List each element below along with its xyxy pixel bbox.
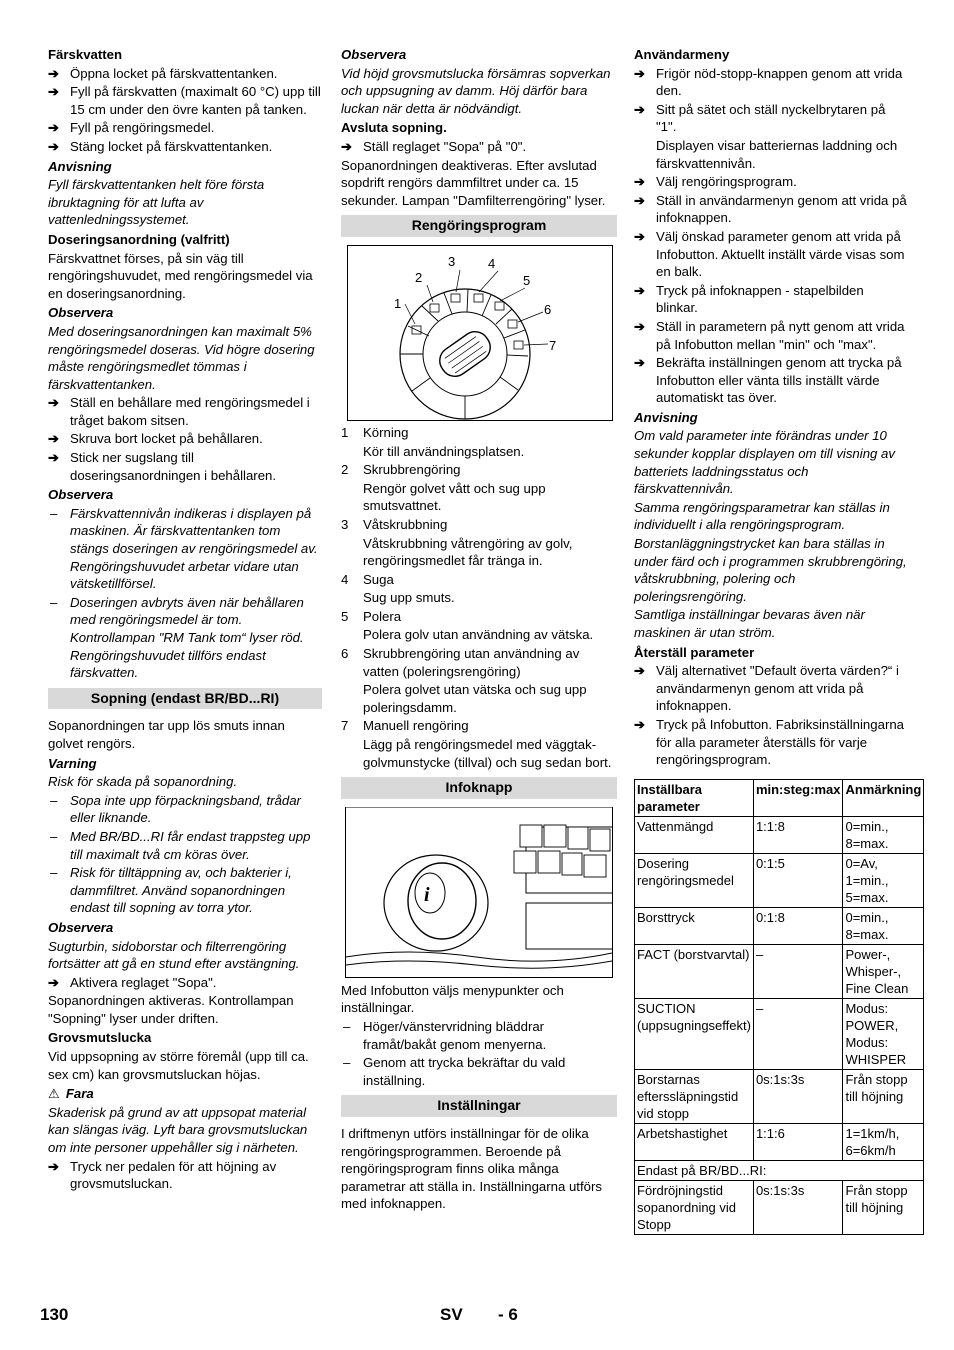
program-title: Skrubbrengöring — [363, 462, 461, 478]
fara-text: Skaderisk på grund av att uppsopat material kan slängas iväg. Lyft bara grovsmutsluckan om inte personer uppehåller sig i närheten. — [48, 1104, 308, 1156]
varning-text: Risk för skada på sopanordning. — [48, 774, 238, 790]
observera-list — [48, 505, 322, 682]
section-bar-rengoringsprogram: Rengöringsprogram — [341, 215, 617, 237]
table-cell: Vattenmängd — [635, 816, 754, 853]
program-title: Manuell rengöring — [363, 718, 469, 734]
step-item: ➔ Välj alternativet "Default överta värden?“ i användarmenyn genom att vrida på infoknappen. — [634, 662, 908, 715]
program-desc: Polera golv utan användning av vätska. — [363, 627, 594, 643]
table-cell: – — [753, 944, 843, 998]
installningar-text: I driftmenyn utförs inställningar för de olika rengöringsprogrammen. Beroende på rengöringsprogram finns olika många parametrar att ställa in. Inställningarna utförs med infoknappen. — [341, 1125, 602, 1212]
dial-label: 6 — [544, 301, 552, 317]
table-row — [635, 998, 924, 1069]
step-item: ➔ Tryck på infoknappen - stapelbilden blinkar. — [634, 282, 908, 317]
step-note: Displayen visar batteriernas laddning och färskvattennivån. — [656, 137, 898, 171]
heading-aterstall: Återställ parameter — [634, 644, 755, 660]
program-list — [341, 424, 617, 771]
table-cell: Dosering rengöringsmedel — [635, 853, 754, 907]
observera-label: Observera — [48, 305, 114, 321]
section-bar-installningar: Inställningar — [341, 1095, 617, 1117]
table-cell: Arbetshastighet — [635, 1123, 754, 1160]
step-item: ➔ Stäng locket på färskvattentanken. — [48, 138, 322, 156]
observera-label: Observera — [48, 919, 114, 935]
table-cell: 0s:1s:3s — [753, 1069, 843, 1123]
dial-label: 3 — [448, 253, 456, 269]
step-item: ➔ Ställ reglaget "Sopa" på "0". — [341, 138, 617, 156]
heading-grovsmutslucka: Grovsmutslucka — [48, 1030, 152, 1046]
program-item — [341, 608, 617, 626]
anvisning-text: Fyll färskvattentanken helt före första ibruktagning för att lufta av vattenledningssystemet. — [48, 177, 265, 228]
table-cell: Borstarnas efterssläpningstid vid stopp — [635, 1069, 754, 1123]
step-item: ➔ Sitt på sätet och ställ nyckelbrytaren på "1". — [634, 101, 908, 136]
step-item: ➔ Välj rengöringsprogram. — [634, 173, 908, 191]
dash-item: – Risk för tilltäppning av, och bakterier i, dammfiltret. Använd sopanordningen endast till sopning av torra ytor. — [48, 864, 322, 917]
step-item: ➔ Ställ in användarmenyn genom att vrida på infoknappen. — [634, 192, 908, 227]
table-cell: Borsttryck — [635, 907, 754, 944]
dosering-text: Färskvattnet förses, på sin väg till rengöringshuvudet, med rengöringsmedel via en doseringsanordning. — [48, 250, 313, 301]
info-icon: i — [424, 883, 430, 906]
dash-item: – Färskvattennivån indikeras i displayen på maskinen. Är färskvattentanken tom stängs doseringen av rengöringsmedel av. Rengöringshuvudet arbetar vidare utan vätsketillförsel. — [48, 505, 322, 593]
step-item: ➔ Välj önskad parameter genom att vrida på Infobutton. Aktuellt inställt värde visas som en balk. — [634, 228, 908, 281]
table-header-cell: Inställbara parameter — [635, 779, 754, 816]
table-cell: 1:1:6 — [753, 1123, 843, 1160]
program-number: 7 — [341, 718, 349, 734]
program-item — [341, 571, 617, 589]
table-cell: Modus: POWER, Modus: WHISPER — [843, 998, 924, 1069]
program-title: Polera — [363, 608, 402, 624]
dash-item: – Med BR/BD...RI får endast trappsteg upp till maximalt två cm köras över. — [48, 828, 322, 863]
table-row — [635, 853, 924, 907]
parameter-table — [634, 779, 924, 1235]
anvisning-label: Anvisning — [634, 409, 698, 425]
dial-label: 7 — [549, 337, 557, 353]
program-desc: Kör till användningsplatsen. — [363, 443, 525, 459]
program-title: Körning — [363, 424, 409, 440]
table-cell: FACT (borstvarvtal) — [635, 944, 754, 998]
fara-label: Fara — [65, 1086, 94, 1102]
table-cell: Power-, Whisper-, Fine Clean — [843, 944, 924, 998]
page-number: 130 — [40, 1305, 69, 1324]
sub-page-number: - 6 — [498, 1305, 518, 1324]
heading-farskvatten: Färskvatten — [48, 47, 123, 62]
table-row — [635, 816, 924, 853]
table-row — [635, 1180, 924, 1234]
dash-item: – Sopa inte upp förpackningsband, trådar eller liknande. — [48, 792, 322, 827]
program-item — [341, 424, 617, 442]
sopa-text: Sopanordningen aktiveras. Kontrollampan "Sopning" lyser under driften. — [48, 993, 294, 1026]
table-row — [635, 944, 924, 998]
warning-triangle-icon: ⚠ — [48, 1086, 60, 1102]
table-header-row — [635, 779, 924, 816]
table-cell: 0=min., 8=max. — [843, 816, 924, 853]
observera-text: Med doseringsanordningen kan maximalt 5% rengöringsmedel doseras. Vid högre dosering måste rengöringsmedlet tömmas i färskvattentanken. — [48, 323, 315, 392]
program-number: 2 — [341, 462, 349, 478]
infobutton-figure — [345, 807, 613, 978]
info-list — [341, 1018, 617, 1089]
table-cell: 0=min., 8=max. — [843, 907, 924, 944]
heading-anvandarmeny: Användarmeny — [634, 47, 730, 62]
table-cell: 0=Av, 1=min., 5=max. — [843, 853, 924, 907]
program-number: 4 — [341, 571, 349, 587]
table-row — [635, 1123, 924, 1160]
info-text: Med Infobutton väljs menypunkter och inställningar. — [341, 982, 564, 1016]
anvisning-paragraph: Samtliga inställningar bevaras även när maskinen är utan ström. — [634, 607, 865, 640]
dial-label: 4 — [488, 255, 496, 271]
program-number: 1 — [341, 424, 349, 440]
observera-label: Observera — [341, 47, 407, 62]
table-row — [635, 1069, 924, 1123]
step-item: ➔ Tryck på Infobutton. Fabriksinställningarna för alla parameter återställs för varje rengöringsprogram. — [634, 716, 908, 769]
step-item: ➔ Aktivera reglaget "Sopa". — [48, 974, 322, 992]
table-row — [635, 1160, 924, 1180]
step-item: ➔ Tryck ner pedalen för att höjning av grovsmutsluckan. — [48, 1158, 322, 1193]
language-code: SV — [440, 1305, 463, 1324]
table-cell: SUCTION (uppsugningseffekt) — [635, 998, 754, 1069]
dash-item: – Höger/vänstervridning bläddrar framåt/bakåt genom menyerna. — [341, 1018, 617, 1053]
anvisning-paragraph: Borstanläggningstrycket kan bara ställas in under färd och i programmen skrubbrengöring, våtskrubbning, polering och poleringsrengöring. — [634, 536, 907, 604]
aterstall-steps — [634, 662, 908, 769]
program-item — [341, 645, 617, 680]
table-cell: Fördröjningstid sopanordning vid Stopp — [635, 1180, 754, 1234]
program-title: Våtskrubbning — [363, 516, 448, 532]
grov-text: Vid uppsopning av större föremål (upp till ca. sex cm) kan grovsmutsluckan höjas. — [48, 1049, 309, 1082]
program-title: Skrubbrengöring utan användning av vatten (poleringsrengöring) — [363, 646, 580, 679]
step-item: ➔ Ställ in parametern på nytt genom att vrida på Infobutton mellan "min" och "max". — [634, 318, 908, 353]
observera-text: Sugturbin, sidoborstar och filterrengöring fortsätter att gå en stund efter avstängning. — [48, 938, 300, 972]
dial-label: 2 — [415, 269, 423, 285]
heading-dosering: Doseringsanordning (valfritt) — [48, 231, 230, 247]
table-cell: 1:1:8 — [753, 816, 843, 853]
column-3 — [634, 44, 922, 1235]
step-item: ➔ Fyll på färskvatten (maximalt 60 °C) upp till 15 cm under den övre kanten på tanken. — [48, 83, 322, 118]
info-icon-ring — [415, 873, 445, 913]
dial-label: 1 — [394, 295, 402, 311]
table-row — [635, 907, 924, 944]
infobutton-illustration — [346, 807, 612, 977]
program-desc: Sug upp smuts. — [363, 590, 455, 606]
program-number: 3 — [341, 516, 349, 532]
table-cell: Från stopp till höjning — [843, 1180, 924, 1234]
anvisning-paragraphs — [634, 427, 908, 641]
section-bar-sopning: Sopning (endast BR/BD...RI) — [48, 688, 322, 710]
varning-list — [48, 792, 322, 917]
avsluta-text: Sopanordningen deaktiveras. Efter avslutad sopdrift rengörs dammfiltret under ca. 15 sekunder. Lampan "Damfilterrengöring" lyser. — [341, 157, 606, 208]
program-number: 5 — [341, 608, 349, 624]
table-cell: Från stopp till höjning — [843, 1069, 924, 1123]
step-item: ➔ Fyll på rengöringsmedel. — [48, 119, 322, 137]
program-desc: Lägg på rengöringsmedel med väggtak-golvmunstycke (tillval) och sug sedan bort. — [363, 737, 612, 770]
program-dial-figure — [347, 245, 613, 421]
program-item — [341, 717, 617, 735]
program-number: 6 — [341, 646, 349, 662]
step-item: ➔ Stick ner sugslang till doseringsanordningen i behållaren. — [48, 449, 322, 484]
step-item: ➔ Skruva bort locket på behållaren. — [48, 430, 322, 448]
program-title: Suga — [363, 571, 394, 587]
table-cell: 0:1:8 — [753, 907, 843, 944]
column-2 — [341, 44, 617, 1214]
program-dial-illustration — [348, 246, 612, 420]
dial-label: 5 — [523, 272, 531, 288]
varning-label: Varning — [48, 755, 97, 771]
program-item — [341, 461, 617, 479]
table-span-cell: Endast på BR/BD...RI: — [635, 1160, 924, 1180]
dash-item: – Genom att trycka bekräftar du vald inställning. — [341, 1054, 617, 1089]
anvisning-label: Anvisning — [48, 158, 112, 174]
display-panel — [526, 903, 612, 949]
step-item: ➔ Bekräfta inställningen genom att trycka på Infobutton eller vänta tills inställt värde automatiskt tas över. — [634, 354, 908, 407]
table-cell: 1=1km/h, 6=6km/h — [843, 1123, 924, 1160]
section-bar-infoknapp: Infoknapp — [341, 777, 617, 799]
step-item: ➔ Ställ en behållare med rengöringsmedel i tråget bakom sitsen. — [48, 394, 322, 429]
table-body — [635, 816, 924, 1234]
column-1 — [48, 44, 322, 1194]
program-desc: Våtskrubbning våtrengöring av golv, rengöringsmedlet får tränga in. — [363, 535, 573, 569]
anvisning-paragraph: Om vald parameter inte förändras under 10 sekunder kopplar displayen om till visning av batteriets laddningsstatus och färskvattennivån. — [634, 428, 895, 497]
table-cell: 0:1:5 — [753, 853, 843, 907]
step-item: ➔ Frigör nöd-stopp-knappen genom att vrida den. — [634, 65, 908, 100]
dosering-steps — [48, 394, 322, 484]
anvisning-paragraph: Samma rengöringsparametrar kan ställas in individuellt i alla rengöringsprogram. — [634, 499, 890, 533]
observera-text: Vid höjd grovsmutslucka försämras sopverkan och uppsugning av damm. Höj därför bara luckan när detta är nödvändigt. — [341, 65, 611, 116]
anvandarmeny-steps — [634, 65, 908, 407]
step-item: ➔ Öppna locket på färskvattentanken. — [48, 65, 322, 83]
fara-heading — [48, 1085, 322, 1103]
program-desc: Polera golvet utan vätska och sug upp poleringsdamm. — [363, 682, 587, 715]
sopning-text: Sopanordningen tar upp lös smuts innan golvet rengörs. — [48, 718, 285, 751]
dash-item: – Doseringen avbryts även när behållaren med rengöringsmedel är tom. Kontrollampan "RM Tank tom“ lyser röd. Rengöringshuvudet tillförs endast färskvatten. — [48, 594, 322, 682]
program-desc: Rengör golvet vått och sug upp smutsvattnet. — [363, 480, 546, 514]
farskvatten-steps — [48, 65, 322, 156]
observera-label: Observera — [48, 487, 114, 503]
heading-avsluta: Avsluta sopning. — [341, 120, 447, 136]
table-cell: – — [753, 998, 843, 1069]
table-header-cell: min:steg:max — [753, 779, 843, 816]
table-cell: 0s:1s:3s — [753, 1180, 843, 1234]
table-header-cell: Anmärkning — [843, 779, 924, 816]
program-item — [341, 516, 617, 534]
